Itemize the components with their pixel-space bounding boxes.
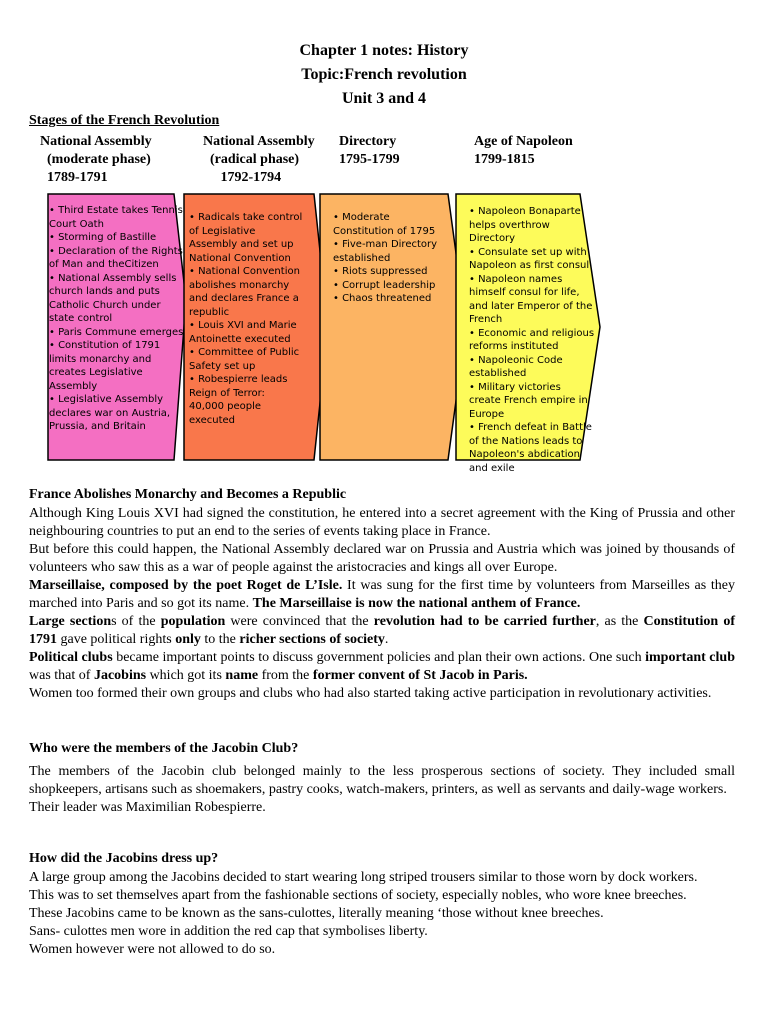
stage-item: Catholic Church under — [49, 299, 161, 311]
stage-item: • Robespierre leads — [189, 374, 288, 385]
stage-item: reforms instituted — [469, 341, 559, 352]
stage-items-4 — [469, 205, 594, 475]
stage-item: • Napoleon Bonaparte — [469, 206, 581, 217]
paragraph: This was to set themselves apart from the fashionable sections of society, especially nobles, who wore knee breeches. — [29, 888, 687, 903]
stage-item: • Military victories — [469, 381, 561, 393]
stage-item: Assembly and set up — [189, 239, 294, 250]
section-body-monarchy — [29, 505, 735, 703]
paragraph: Women however were not allowed to do so. — [29, 942, 276, 957]
stage-item: • Corrupt leadership — [333, 279, 436, 291]
stage-items-2 — [189, 211, 302, 427]
topic-title: Topic:French revolution — [301, 66, 467, 83]
stage-item: established — [333, 252, 391, 264]
stage-item: Assembly — [49, 380, 98, 392]
stage-item: • Economic and religious — [469, 327, 595, 339]
stage-item: • Third Estate takes Tennis — [49, 205, 183, 216]
stage-label-4: Age of Napoleon 1799-1815 — [474, 134, 573, 167]
paragraph: Women too formed their own groups and clubs who had also started taking active participation in revolutionary activities. — [29, 686, 712, 701]
stage-item: • Chaos threatened — [333, 293, 432, 304]
stage-item: state control — [49, 313, 113, 324]
stage-label-3: Directory 1795-1799 — [339, 134, 400, 167]
section-body-jacobin-dress — [29, 869, 735, 959]
paragraph: These Jacobins came to be known as the sans-culottes, literally meaning ‘those without knee breeches. — [29, 906, 604, 921]
stage-item: • Louis XVI and Marie — [189, 320, 297, 331]
stage-item: limits monarchy and — [49, 353, 152, 365]
paragraph: Their leader was Maximilian Robespierre. — [29, 800, 266, 815]
stage-item: 40,000 people — [189, 401, 262, 412]
paragraph: Political clubs became important points to discuss government policies and plan their own actions. One such important club was that of Jacobins which got its name from the former convent of St Jacob in Paris. — [29, 650, 735, 683]
section-heading-jacobin-dress: How did the Jacobins dress up? — [29, 851, 219, 866]
stage-item: • Constitution of 1791 — [49, 340, 161, 351]
stage-item: helps overthrow — [469, 219, 550, 231]
stage-label-2: National Assembly (radical phase) 1792-1794 — [203, 134, 315, 185]
stage-item: • Consulate set up with — [469, 246, 587, 258]
section-heading-jacobin-members: Who were the members of the Jacobin Club? — [29, 741, 299, 756]
page-title: Chapter 1 notes: History — [299, 42, 469, 59]
stage-item: of Legislative — [189, 225, 256, 237]
stage-item: Antoinette executed — [189, 333, 291, 345]
stage-item: Europe — [469, 408, 505, 420]
stage-item: • Riots suppressed — [333, 266, 428, 277]
stage-item: • Five-man Directory — [333, 239, 438, 250]
stage-label-1: National Assembly (moderate phase) 1789-1791 — [40, 134, 152, 185]
stage-item: • Storming of Bastille — [49, 232, 157, 243]
stage-item: • Moderate — [333, 212, 390, 223]
stage-item: creates Legislative — [49, 367, 143, 378]
stage-item: • Napoleonic Code — [469, 354, 563, 366]
paragraph: Sans- culottes men wore in addition the red cap that symbolises liberty. — [29, 924, 428, 939]
stage-item: create French empire in — [469, 395, 588, 406]
stage-item: Reign of Terror: — [189, 387, 265, 399]
stage-items-1 — [49, 204, 183, 434]
stage-item: himself consul for life, — [469, 287, 580, 298]
stage-item: • French defeat in Battle — [469, 422, 592, 433]
stage-item: executed — [189, 414, 235, 426]
stage-item: Directory — [469, 233, 516, 244]
stage-item: • Paris Commune emerges — [49, 326, 184, 338]
stage-item: • Legislative Assembly — [49, 394, 164, 405]
stage-item: abolishes monarchy — [189, 279, 290, 291]
stage-item: • National Convention — [189, 266, 300, 277]
stages-heading: Stages of the French Revolution — [29, 113, 220, 128]
stage-item: of Man and theCitizen — [49, 259, 159, 270]
paragraph: Large sections of the population were convinced that the revolution had to be carried further, as the Constitution of 1791 gave political rights only to the richer sections of society. — [29, 614, 735, 647]
stage-item: and later Emperor of the — [469, 300, 593, 312]
stage-item: • Napoleon names — [469, 273, 563, 285]
stage-item: Safety set up — [189, 360, 256, 372]
stage-item: Napoleon as first consul — [469, 260, 590, 271]
stage-item: • Radicals take control — [189, 212, 303, 223]
stage-item: Court Oath — [49, 218, 104, 230]
paragraph: The members of the Jacobin club belonged mainly to the less prosperous sections of society. They included small shopkeepers, artisans such as shoemakers, pastry cooks, watch-makers, printers, as well as servants and daily-wage workers. — [29, 764, 735, 797]
stage-item: of the Nations leads to — [469, 435, 583, 447]
unit-title: Unit 3 and 4 — [341, 90, 427, 107]
section-heading-monarchy: France Abolishes Monarchy and Becomes a Republic — [29, 487, 347, 502]
paragraph: Although King Louis XVI had signed the constitution, he entered into a secret agreement with the King of Prussia and other neighbouring countries to put an end to the series of events taking place in France. — [29, 506, 735, 539]
stage-item: • Committee of Public — [189, 347, 300, 358]
stage-item: Prussia, and Britain — [49, 421, 146, 432]
stage-item: established — [469, 368, 527, 379]
stage-item: church lands and puts — [49, 286, 160, 297]
stage-item: republic — [189, 306, 230, 318]
stage-item: French — [469, 314, 503, 325]
stage-item: Napoleon's abdication — [469, 449, 580, 460]
stage-item: • Declaration of the Rights — [49, 245, 183, 257]
paragraph: Marseillaise, composed by the poet Roget de L’Isle. It was sung for the first time by volunteers from Marseilles as they marched into Paris and so got its name. The Marseillaise is now the national anthem of France. — [29, 578, 736, 611]
paragraph: But before this could happen, the National Assembly declared war on Prussia and Austria which was joined by thousands of volunteers who saw this as a war of people against the aristocracies and kings all over Europe. — [29, 542, 735, 575]
stage-item: • National Assembly sells — [49, 272, 177, 284]
stage-item: and declares France a — [189, 293, 299, 304]
stage-item: Constitution of 1795 — [333, 225, 436, 237]
stage-item: National Convention — [189, 252, 291, 264]
stage-item: declares war on Austria, — [49, 407, 171, 419]
paragraph: A large group among the Jacobins decided to start wearing long striped trousers similar to those worn by dock workers. — [29, 870, 698, 885]
stage-items-3 — [333, 211, 437, 306]
stage-item: and exile — [469, 462, 515, 474]
section-body-jacobin-members — [29, 763, 735, 817]
